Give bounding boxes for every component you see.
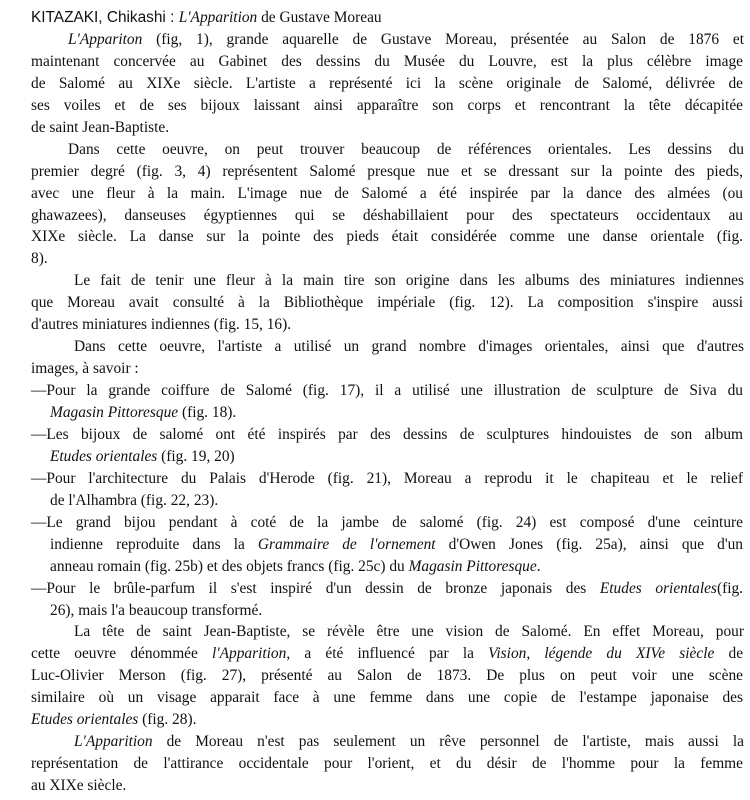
article-heading [31, 6, 382, 30]
paragraph-6-line-3: au XIXe siècle. [31, 777, 127, 794]
paragraph-6-line-1 [74, 730, 744, 754]
italic-title: l'Apparition [212, 645, 287, 663]
paragraph-3-line-1: Le fait de tenir une fleur à la main tire son origine dans les albums des miniatures indiennes [74, 272, 744, 290]
list-item-5-line-1 [31, 577, 743, 601]
paragraph-4-line-1: Dans cette oeuvre, l'artiste a utilisé un grand nombre d'images orientales, ainsi que d'autres [74, 338, 744, 356]
author-name: KITAZAKI, Chikashi : [31, 9, 179, 26]
italic-title: Magasin Pittoresque [50, 404, 179, 421]
text-run: , a été influencé par la [286, 645, 489, 663]
list-item-3-line-1: —Pour l'architecture du Palais d'Herode (fig. 21), Moreau a reprodu it le chapiteau et le relief [31, 469, 743, 487]
list-item-4-line-1: —Le grand bijou pendant à coté de la jambe de salomé (fig. 24) est composé d'une ceinture [31, 513, 743, 531]
text-run: cette oeuvre dénommée [31, 645, 213, 663]
list-item-1-line-1: —Pour la grande coiffure de Salomé (fig. 17), il a utilisé une illustration de sculpture de Siva du [31, 382, 743, 399]
italic-title: L'Appariton [68, 30, 143, 48]
text-run: (fig, 1), grande aquarelle de Gustave Moreau, présentée au Salon de 1876 et [142, 30, 744, 48]
paragraph-1-line-2: maintenant concervée au Gabinet des dessins du Musée du Louvre, est la plus célèbre image [31, 52, 743, 70]
list-item-3-line-2: de l'Alhambra (fig. 22, 23). [50, 491, 219, 509]
paragraph-4-line-2: images, à savoir : [31, 360, 139, 378]
list-item-1-line-2 [50, 401, 236, 425]
paragraph-5-line-1: La tête de saint Jean-Baptiste, se révèle être une vision de Salomé. En effet Moreau, pour [74, 623, 744, 641]
italic-title: Etudes orientales [31, 711, 139, 729]
paragraph-3-line-2: que Moreau avait consulté à la Bibliothèque impériale (fig. 12). La composition s'inspire aussi [31, 294, 743, 312]
paragraph-2-line-6: 8). [31, 250, 48, 268]
paragraph-2-line-3: avec une fleur à la main. L'image nue de Salomé a été inspirée par la dance des almées (ou [31, 184, 743, 202]
paragraph-2-line-2: premier degré (fig. 3, 4) représentent Salomé presque nue et se dressant sur la pointe des pieds, [31, 162, 743, 180]
text-run: (fig. [716, 579, 744, 597]
italic-title: Grammaire de l'ornement [257, 535, 436, 553]
text-run: —Pour le brûle-parfum il s'est inspiré d'un dessin de bronze japonais des [31, 579, 600, 597]
italic-title: Etudes orientales [50, 447, 158, 465]
paragraph-1-line-5: de saint Jean-Baptiste. [31, 118, 170, 136]
list-item-4-line-2 [50, 533, 743, 557]
paragraph-5-line-5 [31, 708, 196, 732]
paragraph-2-line-4: ghawazees), danseuses égyptiennes qui se déshabillaient pour des spectateurs occidentaux au [31, 206, 743, 224]
text-run: (fig. 18). [178, 404, 237, 421]
paragraph-6-line-2: représentation de l'attirance occidentale pour l'orient, et du désir de l'homme pour la femme [31, 755, 743, 773]
paragraph-5-line-4: similaire où un visage apparait face à une femme dans une copie de l'estampe japonaise des [31, 689, 743, 707]
text-run: anneau romain (fig. 25b) et des objets francs (fig. 25c) du [50, 557, 409, 575]
paragraph-1-line-4: ses voiles et de ses bijoux laissant ainsi apparaître son corps et rencontrant la tête décapitée [31, 96, 743, 114]
article-title-rest: de Gustave Moreau [257, 9, 382, 26]
text-run: de [714, 645, 744, 663]
text-run: (fig. 19, 20) [157, 447, 235, 465]
list-item-4-line-3 [50, 555, 541, 579]
text-run: de Moreau n'est pas seulement un rêve personnel de l'artiste, mais aussi la [152, 733, 744, 751]
list-item-2-line-2 [50, 445, 235, 469]
text-run: indienne reproduite dans la [50, 535, 258, 553]
text-run: . [536, 557, 541, 575]
list-item-2-line-1: —Les bijoux de salomé ont été inspirés par des dessins de sculptures hindouistes de son album [31, 425, 743, 443]
italic-title: Etudes orientales [599, 579, 717, 597]
paragraph-5-line-2 [31, 642, 743, 666]
paragraph-3-line-3: d'autres miniatures indiennes (fig. 15, 16). [31, 316, 292, 334]
paragraph-1-line-3: de Salomé au XIXe siècle. L'artiste a représenté ici la scène originale de Salomé, délivrée de [31, 74, 743, 92]
paragraph-1-line-1 [68, 28, 744, 52]
italic-title: Vision, légende du XIVe siècle [488, 645, 715, 663]
text-run: d'Owen Jones (fig. 25a), ainsi que d'un [435, 535, 743, 553]
italic-title: Magasin Pittoresque [408, 557, 537, 575]
text-run: (fig. 28). [138, 711, 197, 729]
article-title-italic: L'Apparition [178, 9, 258, 26]
paragraph-2-line-1: Dans cette oeuvre, on peut trouver beaucoup de références orientales. Les dessins du [68, 140, 744, 158]
paragraph-2-line-5: XIXe siècle. La danse sur la pointe des pieds était considérée comme une danse orientale (fig. [31, 228, 743, 246]
list-item-5-line-2: 26), mais l'a beaucoup transformé. [50, 601, 263, 619]
paragraph-5-line-3: Luc-Olivier Merson (fig. 27), présenté au Salon de 1873. De plus on peut voir une scène [31, 667, 743, 685]
italic-title: L'Apparition [74, 733, 153, 751]
